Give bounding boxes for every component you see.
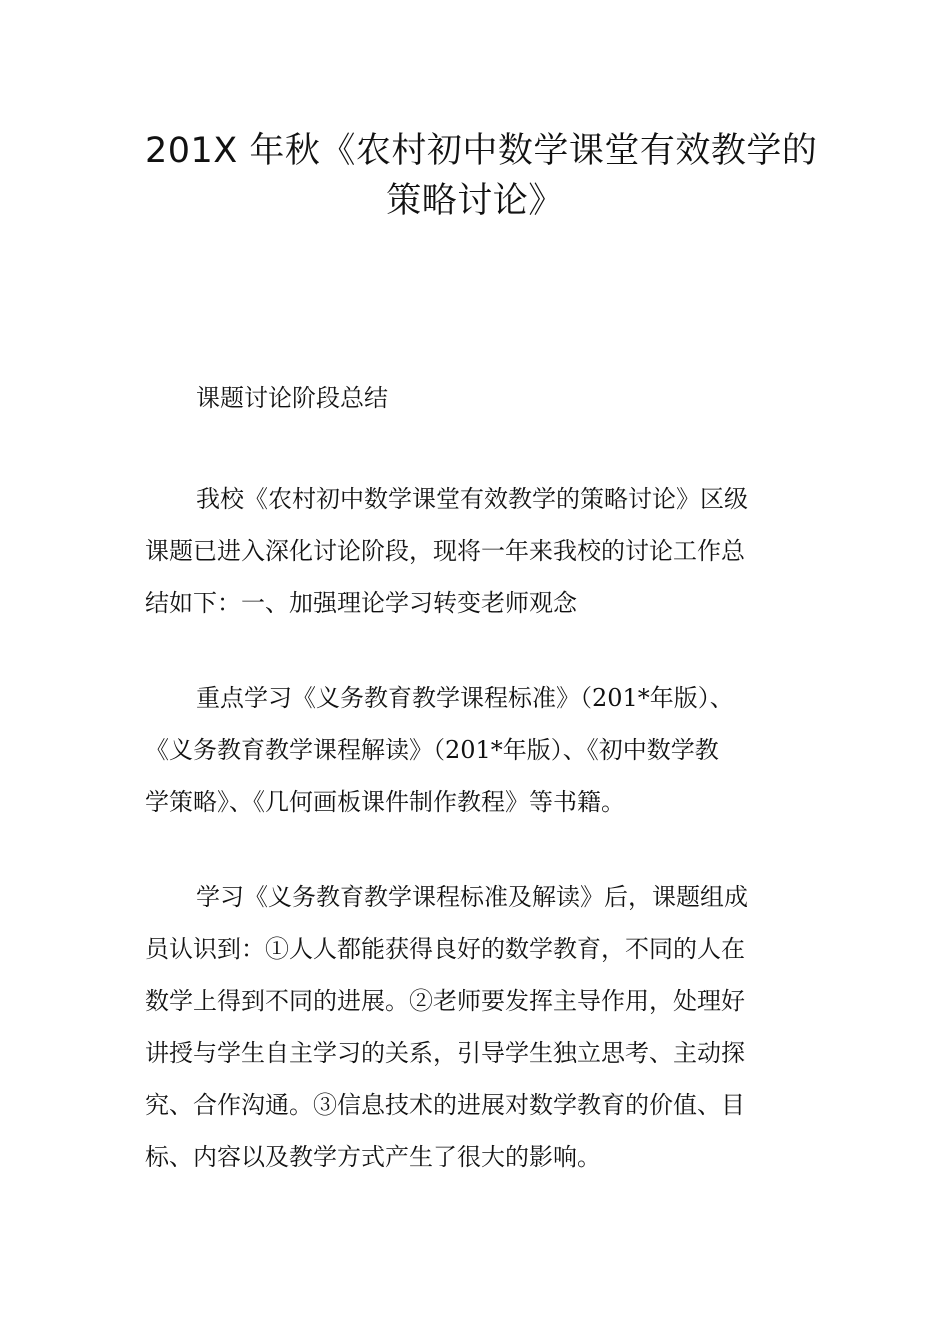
paragraph-line: 讲授与学生自主学习的关系，引导学生独立思考、主动探 (145, 1039, 745, 1067)
section-subheading: 课题讨论阶段总结 (196, 384, 388, 412)
paragraph-line: 究、合作沟通。③信息技术的进展对数学教育的价值、目 (145, 1091, 745, 1119)
document-title (145, 126, 818, 226)
paragraph-line: 结如下：一、加强理论学习转变老师观念 (145, 589, 577, 617)
paragraph-line: 我校《农村初中数学课堂有效教学的策略讨论》区级 (196, 485, 748, 513)
body-paragraph (145, 473, 810, 629)
paragraph-line: 数学上得到不同的进展。②老师要发挥主导作用，处理好 (145, 987, 745, 1015)
title-line: 201X 年秋《农村初中数学课堂有效教学的 (145, 131, 818, 171)
body-paragraph (145, 672, 810, 828)
paragraph-line: 重点学习《义务教育教学课程标准》（201*年版）、 (196, 684, 734, 712)
paragraph-line: 学策略》、《几何画板课件制作教程》等书籍。 (145, 788, 625, 816)
paragraph-line: 标、内容以及教学方式产生了很大的影响。 (145, 1143, 601, 1171)
paragraph-line: 课题已进入深化讨论阶段，现将一年来我校的讨论工作总 (145, 537, 745, 565)
paragraph-line: 《义务教育教学课程解读》（201*年版）、《初中数学教 (145, 736, 719, 764)
body-paragraph (145, 871, 810, 1183)
paragraph-line: 学习《义务教育教学课程标准及解读》后，课题组成 (196, 883, 748, 911)
paragraph-line: 员认识到：①人人都能获得良好的数学教育，不同的人在 (145, 935, 745, 963)
title-line: 策略讨论》 (386, 181, 564, 221)
